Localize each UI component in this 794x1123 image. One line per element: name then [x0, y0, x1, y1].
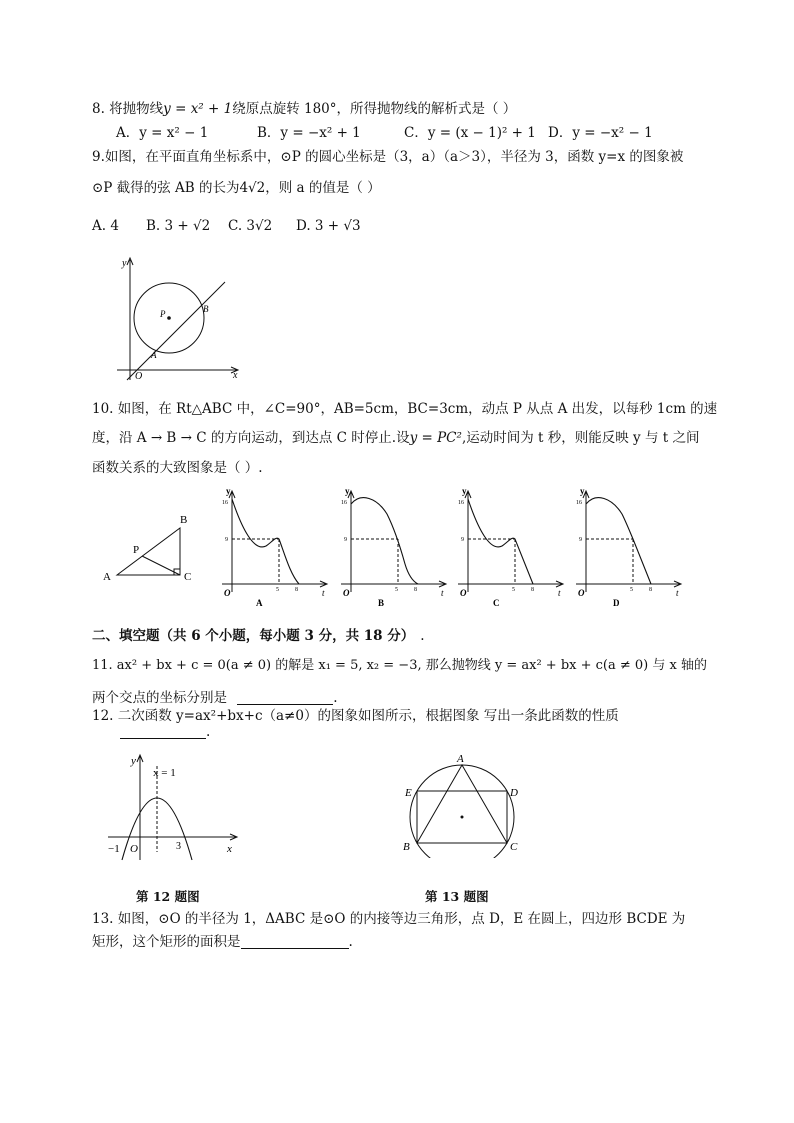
- q10-graph-b: [333, 484, 451, 610]
- q13-center-o: [461, 816, 464, 819]
- q10-c-label: C: [184, 571, 192, 583]
- q8-stem: 8. 将抛物线y = x² + 1绕原点旋转 180°，所得抛物线的解析式是（ ）: [92, 101, 517, 117]
- q10-graph-c-option: C: [493, 598, 500, 608]
- q10-graph-c-y-label: y: [462, 486, 467, 496]
- q10-graph-d-tick-5: 5: [630, 587, 633, 593]
- q10-graph-b-t-label: t: [441, 588, 444, 598]
- q10-graph-b-tick-16: 16: [341, 500, 347, 506]
- q13-answer-blank[interactable]: [241, 934, 349, 949]
- q10-graph-b-curve: [351, 498, 418, 584]
- q10-graph-b-tick-8: 8: [414, 587, 417, 593]
- q9-center-p: [167, 316, 171, 320]
- q13-d-label: D: [510, 787, 518, 799]
- q10-graph-c-tick-8: 8: [531, 587, 534, 593]
- q12-line2: .: [120, 724, 210, 740]
- q8-option-a: A．y = x² − 1: [116, 125, 209, 141]
- q9-line1: 9.如图，在平面直角坐标系中，⊙P 的圆心坐标是（3，a）（a＞3），半径为 3，函数 y=x 的图象被: [92, 149, 684, 165]
- q10-graph-a: [214, 484, 332, 610]
- q10-graph-d-option: D: [613, 598, 620, 608]
- q10-graph-c-tick-9: 9: [461, 537, 464, 543]
- section2-heading: 二、填空题（共 6 个小题，每小题 3 分，共 18 分） .: [92, 628, 425, 644]
- q13-figure: [400, 750, 524, 858]
- q11-line1: 11. ax² + bx + c = 0(a ≠ 0) 的解是 x₁ = 5, x₂ = −3, 那么抛物线 y = ax² + bx + c(a ≠ 0) 与 x 轴的: [92, 658, 707, 673]
- q10-graph-c: [450, 484, 568, 610]
- q10-graph-d-tick-8: 8: [649, 587, 652, 593]
- q11-line2: 两个交点的坐标分别是 .: [92, 690, 338, 706]
- q12-x-label: x: [227, 843, 232, 855]
- q10-graph-a-origin: O: [224, 588, 231, 598]
- q10-graph-d-curve: [586, 498, 651, 584]
- q9-origin-label: O: [135, 371, 143, 382]
- q9-x-label: x: [233, 370, 238, 381]
- q13-e-label: E: [405, 787, 412, 799]
- q12-y-label: y: [131, 755, 136, 767]
- q12-origin-label: O: [130, 843, 138, 855]
- q8-expression: y = x² + 1: [163, 101, 233, 117]
- q13-circle-o: [410, 765, 514, 858]
- q12-caption: 第 12 题图: [136, 889, 200, 904]
- q13-a-label: A: [457, 753, 464, 765]
- q12-axis-label: x = 1: [153, 767, 176, 779]
- q10-graph-a-option: A: [256, 598, 263, 608]
- q10-graph-d: [568, 484, 686, 610]
- q9-option-c: C. 3√2: [228, 218, 273, 234]
- q10-graph-d-tick-9: 9: [579, 537, 582, 543]
- q10-graph-a-y-label: y: [226, 486, 231, 496]
- q10-graph-c-tick-5: 5: [512, 587, 515, 593]
- q10-graph-c-origin: O: [460, 588, 467, 598]
- q13-b-label: B: [403, 841, 410, 853]
- q10-graph-d-origin: O: [578, 588, 585, 598]
- q10-line3: 函数关系的大致图象是（ ）.: [92, 460, 263, 476]
- q12-answer-blank[interactable]: [120, 724, 206, 739]
- q9-b-label: B: [203, 304, 209, 314]
- q9-figure: [115, 252, 245, 384]
- q9-option-d: D. 3 + √3: [296, 218, 361, 234]
- q13-caption: 第 13 题图: [425, 889, 489, 904]
- q10-graph-b-tick-5: 5: [395, 587, 398, 593]
- q8-option-b: B．y = −x² + 1: [257, 125, 361, 141]
- q10-graph-b-y-label: y: [345, 486, 350, 496]
- q9-y-label: y: [122, 258, 127, 269]
- q9-a-label: A: [151, 350, 157, 360]
- q9-p-label: P: [160, 309, 166, 319]
- q12-root-left: −1: [108, 843, 120, 855]
- q10-graph-d-tick-16: 16: [576, 500, 582, 506]
- q10-graph-b-tick-9: 9: [344, 537, 347, 543]
- q10-b-label: B: [180, 514, 188, 526]
- q10-graph-a-tick-8: 8: [295, 587, 298, 593]
- q10-graph-c-t-label: t: [558, 588, 561, 598]
- q8-option-c: C．y = (x − 1)² + 1: [404, 125, 536, 141]
- q11-answer-blank[interactable]: [237, 690, 333, 705]
- q10-triangle: [117, 528, 180, 575]
- q12-line1: 12. 二次函数 y=ax²+bx+c（a≠0）的图象如图所示，根据图象 写出一条此函数的性质: [92, 708, 619, 724]
- q9-line2: ⊙P 截得的弦 AB 的长为4√2，则 a 的值是（ ）: [92, 180, 381, 196]
- q13-line2: 矩形，这个矩形的面积是 .: [92, 934, 353, 950]
- q10-graph-c-curve: [468, 499, 533, 584]
- q10-p-label: P: [133, 544, 140, 556]
- q9-option-b: B. 3 + √2: [146, 218, 211, 234]
- q13-line1: 13. 如图，⊙O 的半径为 1，ΔABC 是⊙O 的内接等边三角形，点 D，E 在圆上，四边形 BCDE 为: [92, 911, 686, 927]
- q10-graph-a-tick-16: 16: [222, 500, 228, 506]
- q13-c-label: C: [510, 841, 518, 853]
- q10-graph-d-y-label: y: [580, 486, 585, 496]
- q10-graph-a-tick-5: 5: [276, 587, 279, 593]
- q10-triangle-figure: [100, 508, 200, 586]
- q8-option-d: D．y = −x² − 1: [548, 125, 653, 141]
- q12-root-right: 3: [176, 841, 181, 852]
- q12-figure: [100, 752, 245, 862]
- q10-graph-a-t-label: t: [322, 588, 325, 598]
- q10-line1: 10. 如图，在 Rt△ABC 中，∠C=90°，AB=5cm，BC=3cm，动点 P 从点 A 出发，以每秒 1cm 的速: [92, 401, 718, 417]
- q10-graph-d-t-label: t: [676, 588, 679, 598]
- q10-graph-a-tick-9: 9: [225, 537, 228, 543]
- q10-graph-b-origin: O: [343, 588, 350, 598]
- q10-graph-c-tick-16: 16: [458, 500, 464, 506]
- q10-formula: y = PC²: [409, 430, 462, 446]
- q9-option-a: A. 4: [92, 218, 119, 234]
- q13-triangle-abc: [417, 765, 507, 843]
- q10-line2: 度，沿 A → B → C 的方向运动，到达点 C 时停止.设y = PC²,运动时间为 t 秒，则能反映 y 与 t 之间: [92, 430, 700, 446]
- q10-a-label: A: [103, 571, 111, 583]
- q10-graph-a-curve: [232, 499, 299, 584]
- q10-graph-b-option: B: [378, 598, 385, 608]
- q9-chord-length: 4√2: [239, 180, 266, 196]
